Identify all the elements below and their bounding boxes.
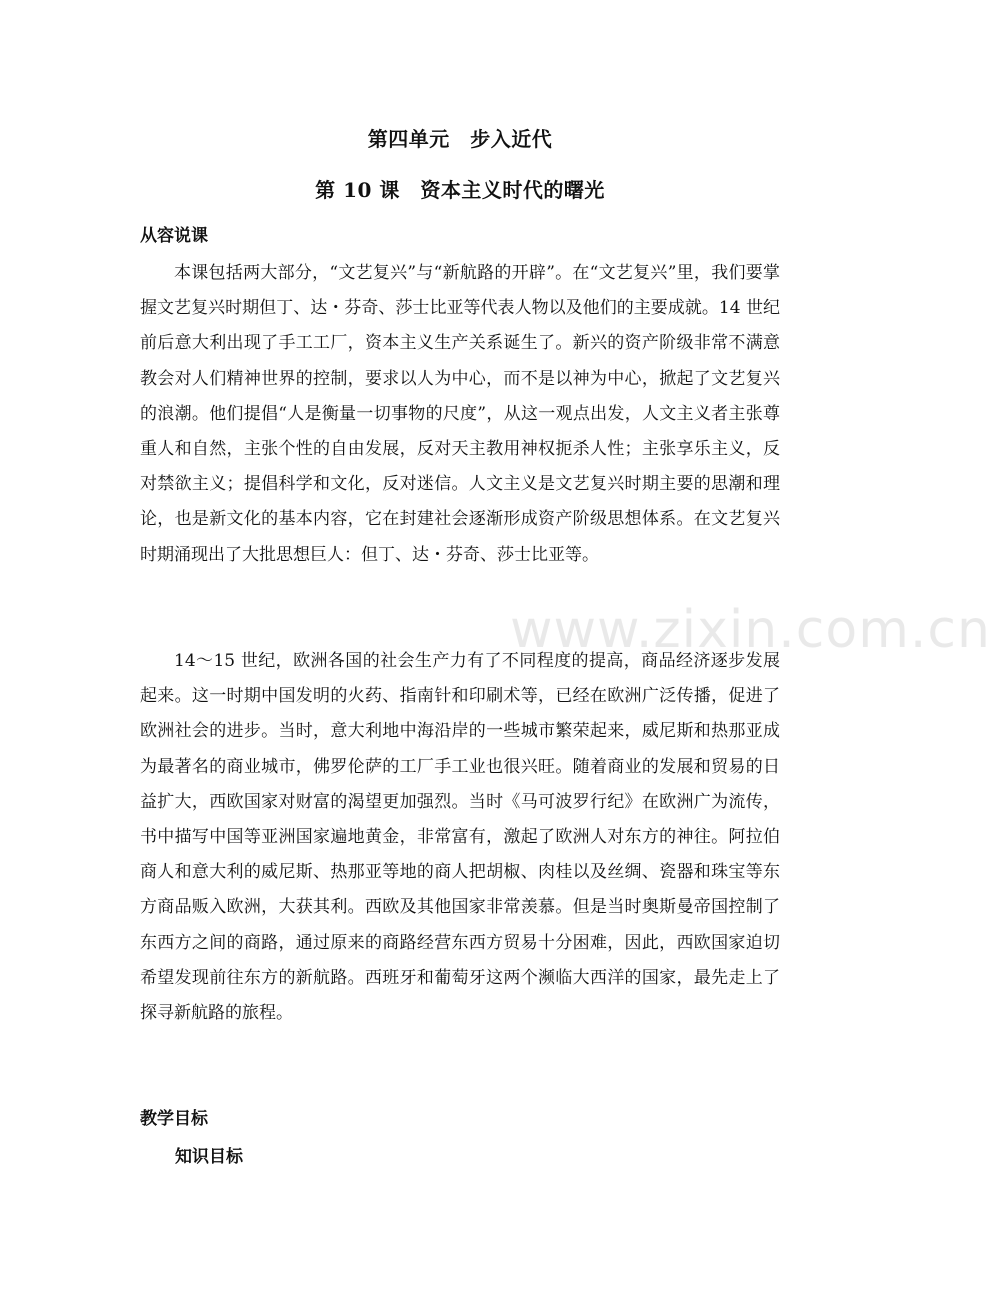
section-heading-conguo: 从容说课 (140, 226, 208, 246)
body-paragraph-1: 本课包括两大部分，“文艺复兴”与“新航路的开辟”。在“文艺复兴”里，我们要掌握文艺复兴时期但丁、达・芬奇、莎士比亚等代表人物以及他们的主要成就。14 世纪前后意大利出现了手工工厂，资本主义生产关系诞生了。新兴的资产阶级非常不满意教会对人们精神世界的控制，要求以人为中心，而不是以神为中心，掀起了文艺复兴的浪潮。他们提倡“人是衡量一切事物的尺度”，从这一观点出发，人文主义者主张尊重人和自然，主张个性的自由发展，反对天主教用神权扼杀人性；主张享乐主义，反对禁欲主义；提倡科学和文化，反对迷信。人文主义是文艺复兴时期主要的思潮和理论，也是新文化的基本内容，它在封建社会逐渐形成资产阶级思想体系。在文艺复兴时期涌现出了大批思想巨人：但丁、达・芬奇、莎士比亚等。 (140, 263, 780, 565)
lesson-title: 第 10 课 资本主义时代的曙光 (315, 178, 605, 202)
subsection-heading-knowledge: 知识目标 (175, 1147, 243, 1167)
body-paragraph-2: 14～15 世纪，欧洲各国的社会生产力有了不同程度的提高，商品经济逐步发展起来。这一时期中国发明的火药、指南针和印刷术等，已经在欧洲广泛传播，促进了欧洲社会的进步。当时，意大利地中海沿岸的一些城市繁荣起来，威尼斯和热那亚成为最著名的商业城市，佛罗伦萨的工厂手工业也很兴旺。随着商业的发展和贸易的日益扩大，西欧国家对财富的渴望更加强烈。当时《马可波罗行纪》在欧洲广为流传，书中描写中国等亚洲国家遍地黄金，非常富有，激起了欧洲人对东方的神往。阿拉伯商人和意大利的威尼斯、热那亚等地的商人把胡椒、肉桂以及丝绸、瓷器和珠宝等东方商品贩入欧洲，大获其利。西欧及其他国家非常羡慕。但是当时奥斯曼帝国控制了东西方之间的商路，通过原来的商路经营东西方贸易十分困难，因此，西欧国家迫切希望发现前往东方的新航路。西班牙和葡萄牙这两个濒临大西洋的国家，最先走上了探寻新航路的旅程。 (140, 651, 780, 1024)
watermark-text: www.zixin.com.cn (510, 600, 991, 660)
section-heading-goals: 教学目标 (140, 1109, 208, 1129)
unit-title: 第四单元 步入近代 (367, 127, 553, 151)
